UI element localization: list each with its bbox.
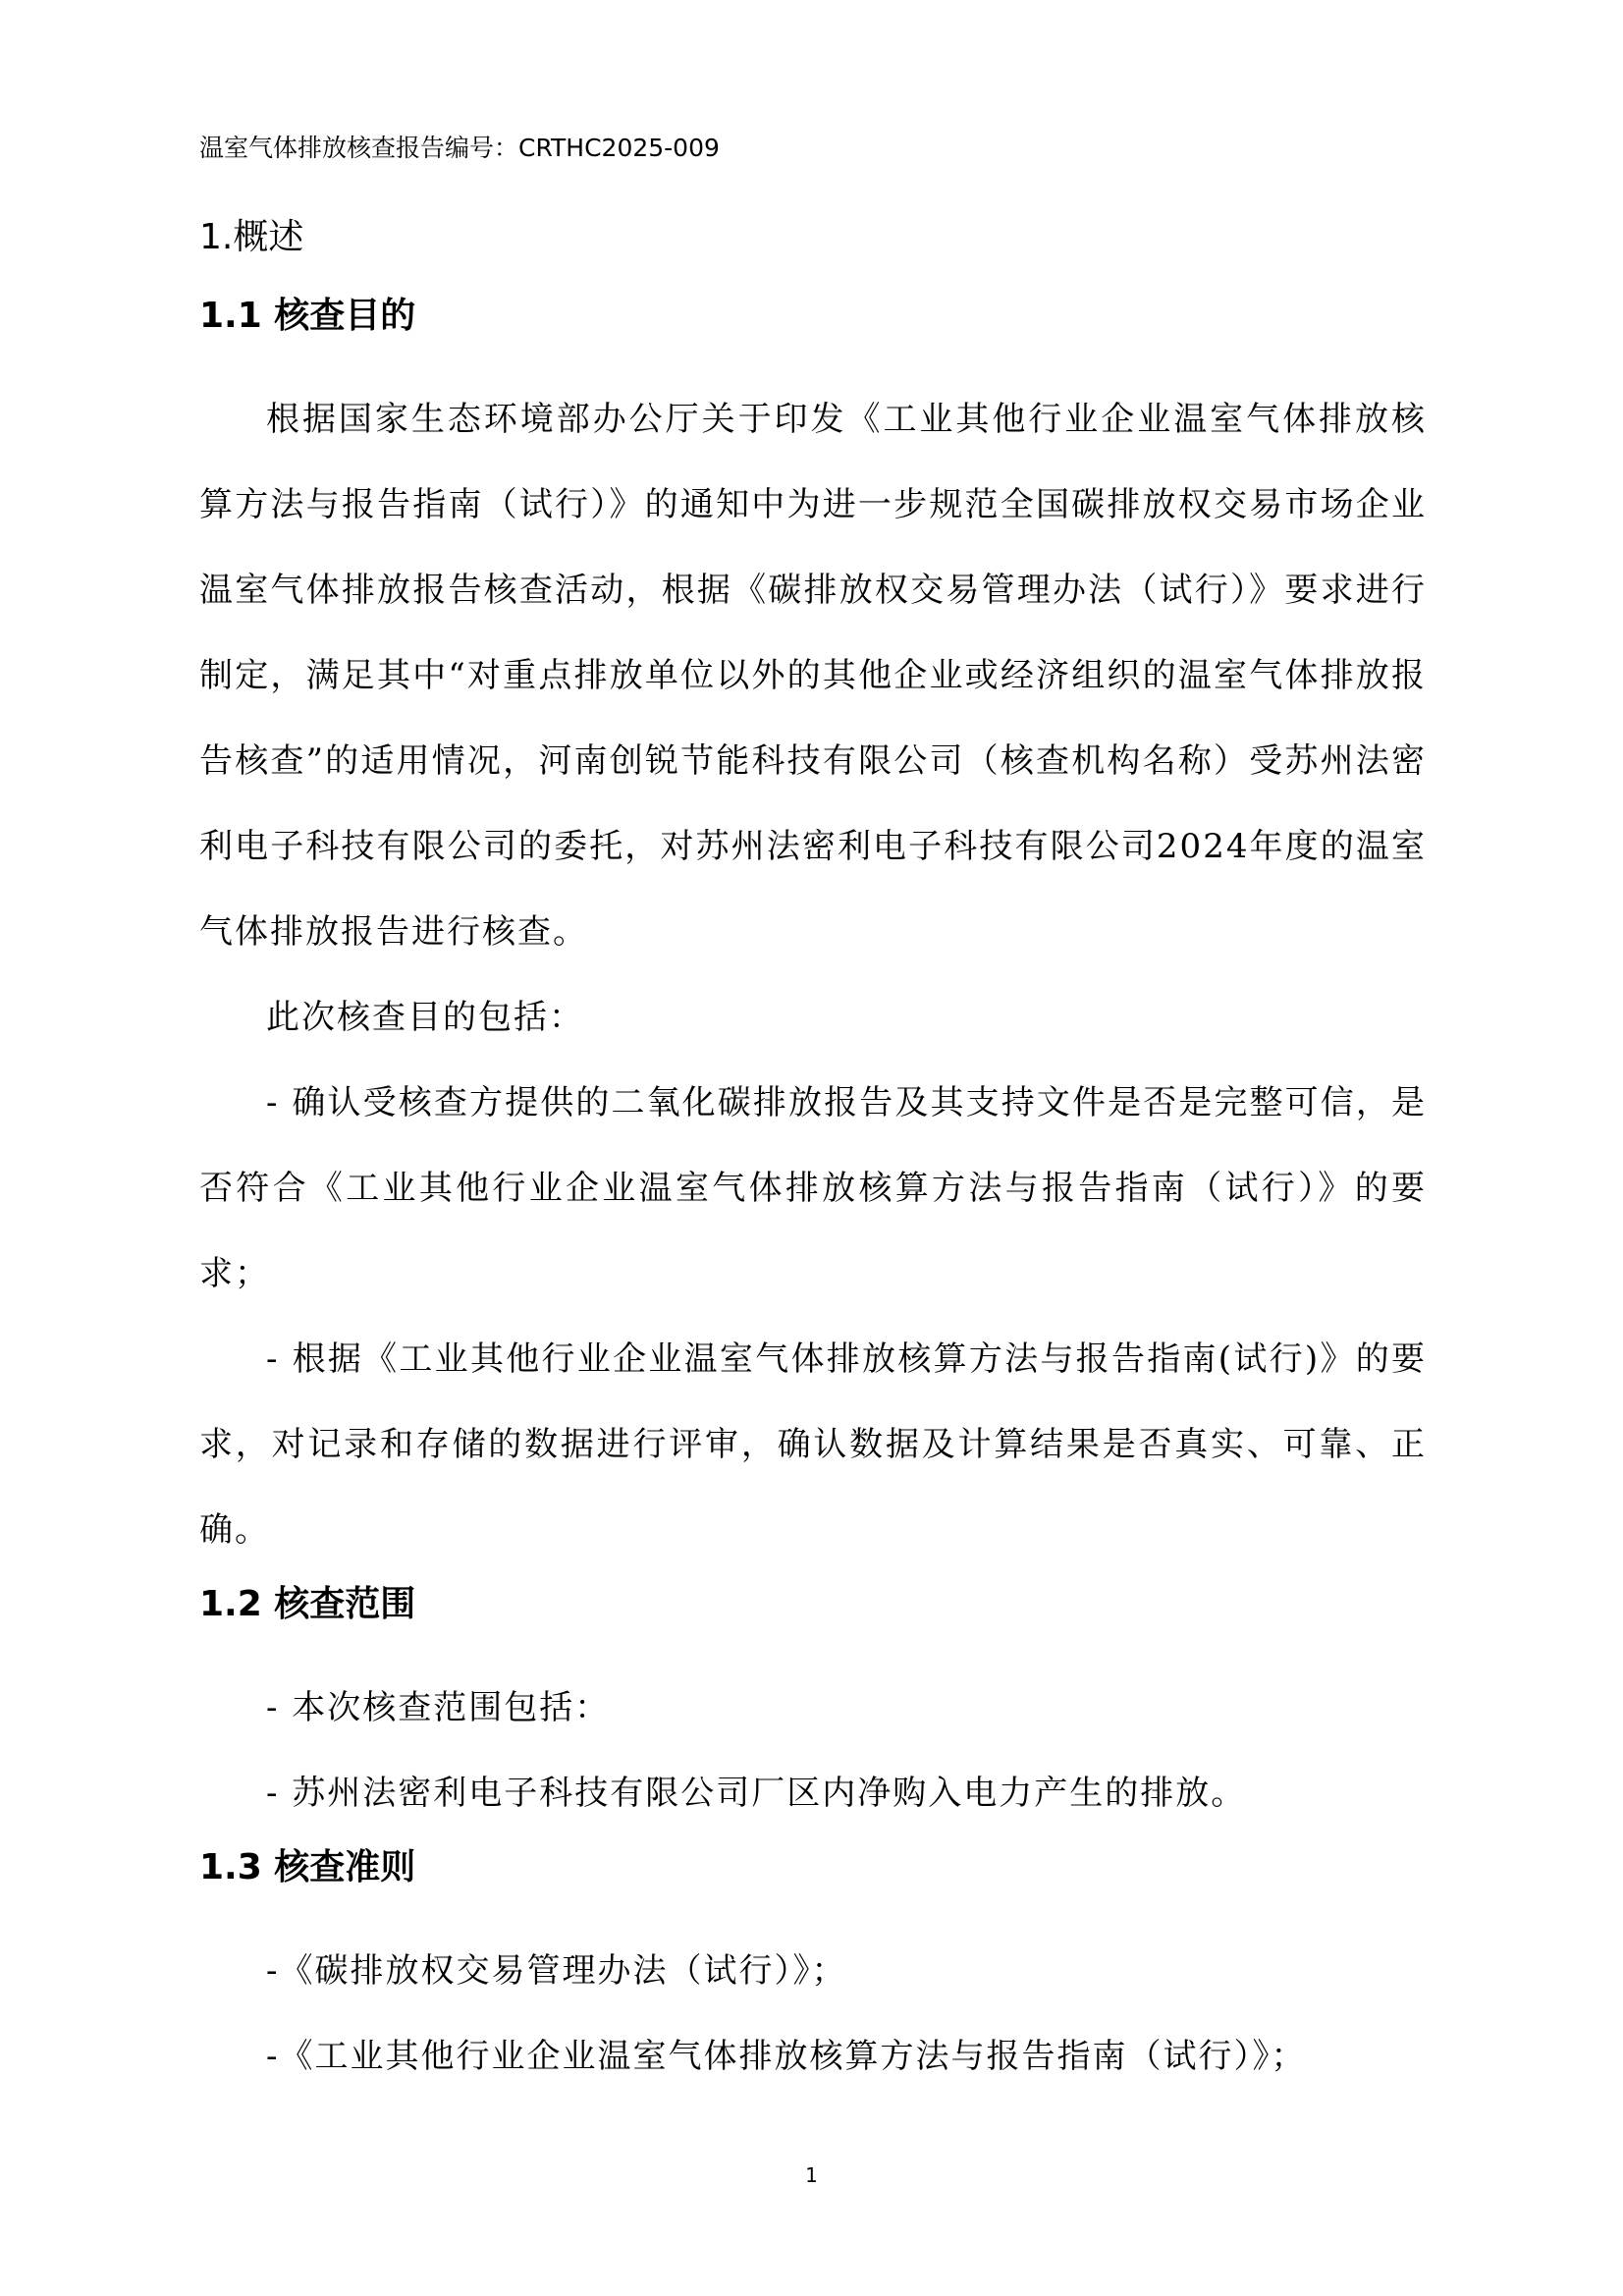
page-number: 1 [805,2163,818,2187]
section-1-1-paragraph-2: 此次核查目的包括： [266,998,584,1037]
section-1-1-item-1: - 确认受核查方提供的二氧化碳排放报告及其支持文件是否是完整可信，是否符合《工业其他行业企业温室气体排放核算方法与报告指南（试行）》的要求； [199,1083,1427,1293]
report-number-header: 温室气体排放核查报告编号：CRTHC2025-009 [199,134,720,162]
section-1-2-item-1: - 本次核查范围包括： [266,1688,611,1727]
section-1-3-criterion-1: -《碳排放权交易管理办法（试行）》； [266,1951,847,1991]
section-1-1-heading: 1.1 核查目的 [199,296,416,336]
section-1-3-heading: 1.3 核查准则 [199,1847,416,1887]
section-1-1-item-2: - 根据《工业其他行业企业温室气体排放核算方法与报告指南(试行)》的要求，对记录和存储的数据进行评审，确认数据及计算结果是否真实、可靠、正确。 [199,1339,1427,1550]
section-gap [199,1573,1427,1583]
section-1-heading: 1.概述 [199,217,304,257]
section-1-1-paragraph-1: 根据国家生态环境部办公厅关于印发《工业其他行业企业温室气体排放核算方法与报告指南（试行）》的通知中为进一步规范全国碳排放权交易市场企业温室气体排放报告核查活动，根据《碳排放权交易管理办法（试行）》要求进行制定，满足其中“对重点排放单位以外的其他企业或经济组织的温室气体排放报告核查”的适用情况，河南创锐节能科技有限公司（核查机构名称）受苏州法密利电子科技有限公司的委托，对苏州法密利电子科技有限公司2024年度的温室气体排放报告进行核查。 [199,400,1427,952]
section-1-3-criterion-2: -《工业其他行业企业温室气体排放核算方法与报告指南（试行）》； [266,2037,1307,2076]
section-1-2-heading: 1.2 核查范围 [199,1584,416,1624]
section-gap [199,1836,1427,1846]
document-body [199,187,1427,2100]
section-1-2-item-2: - 苏州法密利电子科技有限公司厂区内净购入电力产生的排放。 [266,1774,1247,1813]
